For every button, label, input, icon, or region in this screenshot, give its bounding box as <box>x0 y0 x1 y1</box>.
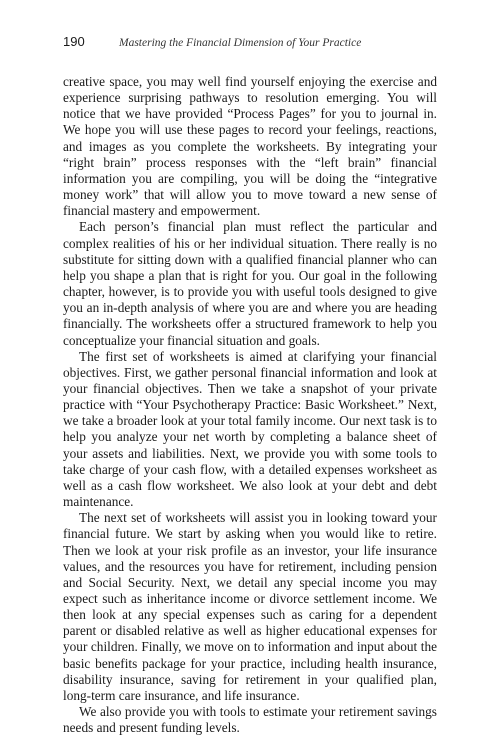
paragraph-continuation: creative space, you may well find yourself enjoying the exercise and experience surprising pathways to resolution emerging. You will notice that we have provided “Process Pages” for you to journal in. We hope you will use these pages to record your feelings, reactions, and images as you complete the worksheets. By integrating your “right brain” process responses with the “left brain” financial information you are compiling, you will be doing the “integrative money work” that will allow you to move toward a new sense of financial mastery and empowerment. <box>63 74 437 219</box>
paragraph-financial-plan: Each person’s financial plan must reflect the particular and complex realities of his or her individual situation. There really is no substitute for sitting down with a qualified financial planner who can help you shape a plan that is right for you. Our goal in the following chapter, however, is to provide you with useful tools designed to give you an in-depth analysis of where you are and where you are heading financially. The worksheets offer a structured framework to help you conceptualize your financial situation and goals. <box>63 219 437 348</box>
running-title: Mastering the Financial Dimension of Your Practice <box>119 37 362 49</box>
body-text <box>63 74 437 736</box>
book-page <box>63 34 437 736</box>
paragraph-next-worksheets: The next set of worksheets will assist you in looking toward your financial future. We start by asking when you would like to retire. Then we look at your risk profile as an investor, your life insurance values, and the resources you have for retirement, including pension and Social Security. Next, we detail any special income you may expect such as inheritance income or divorce settlement income. We then look at any special expenses such as caring for a dependent parent or disabled relative as well as higher educational expenses for your children. Finally, we move on to information and input about the basic benefits package for your practice, including health insurance, disability insurance, saving for retirement in your qualified plan, long-term care insurance, and life insurance. <box>63 510 437 703</box>
page-number: 190 <box>63 34 85 49</box>
paragraph-retirement-tools: We also provide you with tools to estimate your retirement savings needs and present funding levels. <box>63 704 437 736</box>
paragraph-first-worksheets: The first set of worksheets is aimed at clarifying your financial objectives. First, we gather personal financial information and look at your financial objectives. Then we take a snapshot of your private practice with “Your Psychotherapy Practice: Basic Worksheet.” Next, we take a broader look at your total family income. Our next task is to help you analyze your net worth by completing a balance sheet of your assets and liabilities. Next, we provide you with some tools to take charge of your cash flow, with a detailed expenses worksheet as well as a cash flow worksheet. We also look at your debt and debt maintenance. <box>63 348 437 510</box>
running-head <box>63 34 437 56</box>
